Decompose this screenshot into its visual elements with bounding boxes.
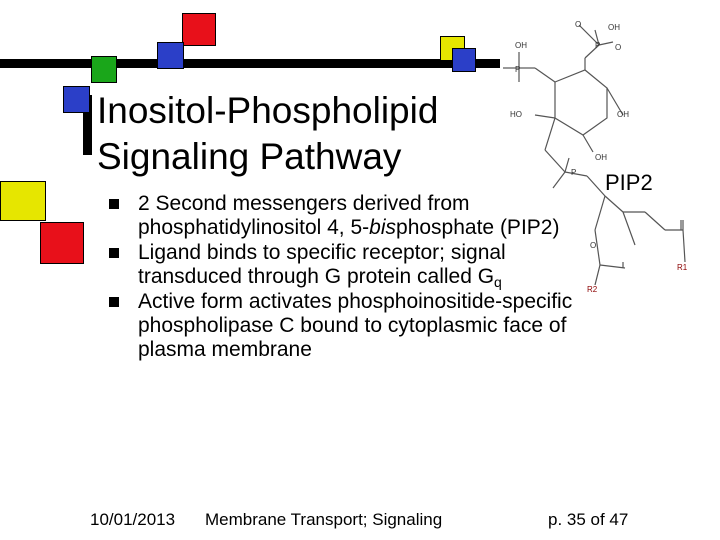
bullet-marker-icon	[109, 297, 119, 307]
decor-square-red-top	[182, 13, 216, 46]
decor-square-green	[91, 56, 117, 83]
bullet-item	[107, 241, 512, 289]
pip2-structure-diagram	[495, 0, 720, 300]
footer-page-number: p. 35 of 47	[548, 510, 629, 529]
decor-square-red-left	[40, 222, 84, 264]
mol-label-oh: OH	[608, 23, 620, 32]
mol-label-o: O	[590, 241, 597, 250]
footer-date: 10/01/2013	[90, 510, 176, 529]
decor-square-yellow-left	[0, 181, 46, 221]
decor-square-blue-top	[157, 42, 184, 69]
title-line-1: Inositol-Phospholipid	[97, 90, 439, 131]
mol-label-o-minus: O	[575, 20, 582, 29]
bullet-text: Ligand binds to specific receptor; signal transduced through G protein called $G_q$	[138, 241, 512, 290]
mol-label-oh: OH	[617, 110, 629, 119]
bullet-text: 2 Second messengers derived from phosphatidylinositol 4, 5-bisphosphate (PIP2)	[138, 192, 560, 239]
mol-label-p: P	[515, 65, 521, 74]
mol-label-ho: HO	[510, 110, 522, 119]
figure-label-pip2: PIP2	[605, 170, 653, 195]
mol-label-p: P	[595, 41, 601, 50]
mol-label-oh: OH	[515, 41, 527, 50]
bullet-text: Active form activates phosphoinositide-specific phospholipase C bound to cytoplasmic face of plasma membrane	[138, 290, 579, 361]
mol-label-o: O	[615, 43, 622, 52]
decor-horizontal-line	[0, 59, 500, 68]
bullet-marker-icon	[109, 199, 119, 209]
bullet-item	[107, 290, 577, 362]
mol-label-r1: R1	[677, 263, 688, 272]
decor-square-blue-right	[452, 48, 476, 72]
mol-label-oh: OH	[595, 153, 607, 162]
mol-label-r2: R2	[587, 285, 598, 294]
title-line-2: Signaling Pathway	[97, 136, 402, 177]
bullet-marker-icon	[109, 248, 119, 258]
decor-square-blue-left	[63, 86, 90, 113]
footer-topic: Membrane Transport; Signaling	[205, 510, 443, 529]
mol-label-p: P	[571, 168, 577, 177]
slide-title	[97, 88, 438, 180]
